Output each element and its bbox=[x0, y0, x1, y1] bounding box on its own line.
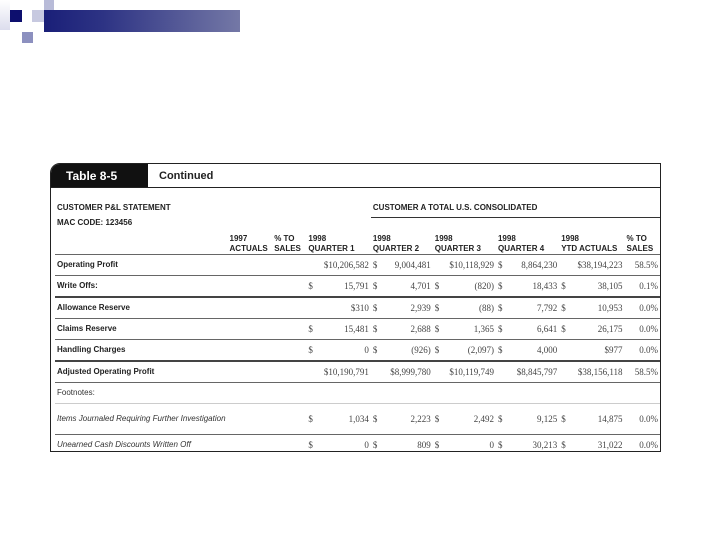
value-q4: 8,864,230 bbox=[521, 259, 558, 270]
value-q1: 15,791 bbox=[344, 280, 369, 291]
pct-cell bbox=[624, 434, 660, 452]
currency-sign: $ bbox=[561, 280, 566, 291]
value-q1: 0 bbox=[364, 344, 369, 355]
value-q4: 6,641 bbox=[536, 323, 558, 334]
column-header-line2: QUARTER 4 bbox=[497, 243, 545, 253]
column-header-line2: SALES bbox=[626, 243, 654, 253]
pct-cell bbox=[624, 339, 660, 361]
row-label-cell bbox=[55, 318, 228, 339]
money-cell bbox=[308, 303, 369, 313]
table-row bbox=[55, 361, 660, 383]
value-q4: 30,213 bbox=[532, 439, 558, 450]
value-q2 bbox=[371, 339, 433, 361]
value-q4: 18,433 bbox=[532, 280, 558, 291]
value-q3 bbox=[433, 339, 496, 361]
value-q1: $310 bbox=[350, 302, 369, 313]
money-cell bbox=[498, 414, 557, 424]
decor-square bbox=[44, 0, 54, 10]
money-cell bbox=[435, 281, 494, 291]
currency-sign: $ bbox=[434, 280, 440, 291]
pct-cell bbox=[624, 275, 660, 297]
value-q3: 0 bbox=[489, 439, 494, 450]
consolidated-title bbox=[371, 197, 660, 218]
money-cell bbox=[498, 367, 557, 377]
currency-sign: $ bbox=[372, 344, 378, 355]
actuals-1997 bbox=[228, 339, 273, 361]
pct-1997 bbox=[272, 339, 306, 361]
row-label-cell bbox=[55, 403, 228, 434]
currency-sign: $ bbox=[561, 302, 566, 313]
pct-to-sales: 0.1% bbox=[639, 280, 658, 291]
actuals-1997 bbox=[228, 403, 273, 434]
pct-cell bbox=[624, 297, 660, 319]
mac-code-cell bbox=[55, 218, 228, 255]
row-label: Unearned Cash Discounts Written Off bbox=[57, 439, 191, 449]
spacer bbox=[306, 197, 371, 218]
value-q2: 9,004,481 bbox=[394, 259, 431, 270]
value-ytd bbox=[559, 361, 624, 383]
statement-title-text: CUSTOMER P&L STATEMENT bbox=[57, 202, 171, 212]
money-cell bbox=[561, 414, 622, 424]
table-row bbox=[55, 403, 660, 434]
row-label: Allowance Reserve bbox=[57, 303, 130, 312]
value-q2: 4,701 bbox=[410, 280, 431, 291]
money-cell bbox=[373, 414, 431, 424]
table-row bbox=[55, 297, 660, 319]
value-q3: (2,097) bbox=[467, 344, 494, 355]
currency-sign: $ bbox=[561, 413, 566, 424]
footnotes-label: Footnotes: bbox=[57, 388, 95, 397]
column-header-line1: % TO bbox=[626, 233, 647, 243]
value-q1: 1,034 bbox=[348, 413, 369, 424]
money-cell bbox=[373, 260, 431, 270]
value-q4 bbox=[496, 361, 559, 383]
divider bbox=[51, 187, 660, 188]
value-q1 bbox=[306, 318, 371, 339]
row-label-cell bbox=[55, 434, 228, 452]
pct-to-sales: 0.0% bbox=[639, 344, 658, 355]
value-q1: $10,206,582 bbox=[323, 259, 369, 270]
table-continued-label: Continued bbox=[159, 170, 214, 182]
currency-sign: $ bbox=[434, 439, 440, 450]
currency-sign: $ bbox=[497, 323, 503, 334]
pct-1997 bbox=[272, 403, 306, 434]
value-q2: 809 bbox=[417, 439, 431, 450]
money-cell bbox=[498, 324, 557, 334]
value-ytd: $38,156,118 bbox=[577, 366, 623, 377]
column-header-line2: SALES bbox=[274, 243, 301, 253]
currency-sign: $ bbox=[434, 413, 440, 424]
currency-sign: $ bbox=[308, 439, 313, 450]
decor-square bbox=[22, 32, 33, 43]
column-header bbox=[306, 218, 371, 255]
money-cell bbox=[561, 440, 622, 450]
money-cell bbox=[498, 260, 557, 270]
value-q4: 7,792 bbox=[536, 302, 558, 313]
currency-sign: $ bbox=[497, 259, 503, 270]
money-cell bbox=[308, 281, 369, 291]
table-row bbox=[55, 339, 660, 361]
pct-to-sales: 0.0% bbox=[639, 302, 658, 313]
value-ytd: 10,953 bbox=[597, 302, 623, 313]
money-cell bbox=[561, 281, 622, 291]
value-ytd bbox=[559, 403, 624, 434]
money-cell bbox=[435, 440, 494, 450]
currency-sign: $ bbox=[497, 280, 503, 291]
column-header bbox=[433, 218, 496, 255]
money-cell bbox=[373, 281, 431, 291]
pct-to-sales: 0.0% bbox=[639, 439, 658, 450]
currency-sign: $ bbox=[434, 323, 440, 334]
currency-sign: $ bbox=[308, 344, 313, 355]
value-q1 bbox=[306, 275, 371, 297]
value-q3 bbox=[433, 403, 496, 434]
value-q2 bbox=[371, 254, 433, 275]
money-cell bbox=[435, 345, 494, 355]
statement-title bbox=[55, 197, 306, 218]
currency-sign: $ bbox=[372, 439, 378, 450]
value-ytd bbox=[559, 434, 624, 452]
table-row bbox=[55, 275, 660, 297]
value-ytd bbox=[559, 318, 624, 339]
value-q2 bbox=[371, 403, 433, 434]
value-ytd bbox=[559, 275, 624, 297]
column-header-line1: 1998 bbox=[497, 233, 516, 243]
currency-sign: $ bbox=[372, 259, 378, 270]
currency-sign: $ bbox=[308, 323, 313, 334]
column-header-line1: 1998 bbox=[308, 233, 327, 243]
money-cell bbox=[561, 367, 622, 377]
pct-cell bbox=[624, 403, 660, 434]
currency-sign: $ bbox=[372, 280, 378, 291]
value-q3 bbox=[433, 275, 496, 297]
value-q2: $8,999,780 bbox=[390, 366, 431, 377]
money-cell bbox=[498, 281, 557, 291]
column-header bbox=[559, 218, 624, 255]
actuals-1997 bbox=[228, 361, 273, 383]
row-label-cell bbox=[55, 254, 228, 275]
actuals-1997 bbox=[228, 297, 273, 319]
pct-to-sales: 58.5% bbox=[634, 366, 658, 377]
column-header-line1: 1998 bbox=[561, 233, 579, 243]
value-ytd: 26,175 bbox=[597, 323, 623, 334]
money-cell bbox=[498, 303, 557, 313]
currency-sign: $ bbox=[372, 323, 378, 334]
slide-header-bar bbox=[44, 10, 240, 32]
money-cell bbox=[308, 414, 369, 424]
row-label-cell bbox=[55, 361, 228, 383]
value-q1: $10,190,791 bbox=[323, 366, 369, 377]
row-label: Items Journaled Requiring Further Investigation bbox=[57, 413, 226, 423]
money-cell bbox=[561, 303, 622, 313]
currency-sign: $ bbox=[434, 302, 440, 313]
money-cell bbox=[435, 303, 494, 313]
column-header-line1: 1998 bbox=[434, 233, 453, 243]
pct-to-sales: 58.5% bbox=[634, 259, 658, 270]
money-cell bbox=[373, 440, 431, 450]
table-row bbox=[55, 254, 660, 275]
column-header-line1: % TO bbox=[274, 233, 295, 243]
value-q1 bbox=[306, 297, 371, 319]
column-header bbox=[624, 218, 660, 255]
value-ytd bbox=[559, 297, 624, 319]
pct-1997 bbox=[272, 254, 306, 275]
money-cell bbox=[435, 260, 494, 270]
row-label-cell bbox=[55, 275, 228, 297]
table-number-tab: Table 8-5 bbox=[51, 164, 148, 188]
pct-cell bbox=[624, 318, 660, 339]
money-cell bbox=[561, 260, 622, 270]
money-cell bbox=[561, 324, 622, 334]
decor-square bbox=[32, 10, 44, 22]
actuals-1997 bbox=[228, 254, 273, 275]
value-q1: 0 bbox=[364, 439, 369, 450]
decor-square bbox=[0, 0, 10, 30]
pl-table bbox=[55, 197, 660, 452]
currency-sign: $ bbox=[561, 439, 566, 450]
value-q1 bbox=[306, 254, 371, 275]
column-header-line2: QUARTER 2 bbox=[372, 243, 420, 253]
value-q1 bbox=[306, 403, 371, 434]
row-label-cell bbox=[55, 339, 228, 361]
money-cell bbox=[308, 440, 369, 450]
value-q4: $8,845,797 bbox=[516, 366, 558, 377]
money-cell bbox=[498, 440, 557, 450]
row-label: Handling Charges bbox=[57, 345, 126, 354]
footnotes-row bbox=[55, 382, 660, 403]
value-ytd: 14,875 bbox=[597, 413, 623, 424]
value-q2 bbox=[371, 297, 433, 319]
value-q1 bbox=[306, 361, 371, 383]
value-q4 bbox=[496, 318, 559, 339]
value-ytd bbox=[559, 339, 624, 361]
value-q2: 2,939 bbox=[410, 302, 431, 313]
column-header bbox=[496, 218, 559, 255]
row-label: Adjusted Operating Profit bbox=[57, 367, 155, 376]
money-cell bbox=[373, 324, 431, 334]
column-header-line1: 1998 bbox=[372, 233, 391, 243]
money-cell bbox=[435, 367, 494, 377]
column-header-line2: YTD ACTUALS bbox=[561, 243, 618, 253]
table-row bbox=[55, 318, 660, 339]
mac-code: MAC CODE: 123456 bbox=[57, 217, 133, 227]
value-ytd bbox=[559, 254, 624, 275]
money-cell bbox=[373, 303, 431, 313]
value-q3: 1,365 bbox=[473, 323, 494, 334]
value-q4: 4,000 bbox=[536, 344, 558, 355]
value-q2 bbox=[371, 318, 433, 339]
pct-to-sales: 0.0% bbox=[639, 413, 658, 424]
column-header bbox=[228, 218, 273, 255]
value-q4: 9,125 bbox=[536, 413, 558, 424]
value-ytd: $38,194,223 bbox=[577, 259, 623, 270]
column-header-line1: 1997 bbox=[229, 233, 248, 243]
row-label-cell bbox=[55, 297, 228, 319]
value-ytd: 31,022 bbox=[597, 439, 623, 450]
pct-1997 bbox=[272, 434, 306, 452]
column-header bbox=[371, 218, 433, 255]
pct-cell bbox=[624, 361, 660, 383]
table-row bbox=[55, 434, 660, 452]
actuals-1997 bbox=[228, 275, 273, 297]
money-cell bbox=[308, 345, 369, 355]
value-q1 bbox=[306, 434, 371, 452]
value-q2: 2,223 bbox=[410, 413, 431, 424]
value-q4 bbox=[496, 254, 559, 275]
consolidated-title-text: CUSTOMER A TOTAL U.S. CONSOLIDATED bbox=[372, 202, 538, 212]
money-cell bbox=[561, 345, 622, 355]
money-cell bbox=[435, 414, 494, 424]
money-cell bbox=[498, 345, 557, 355]
currency-sign: $ bbox=[497, 413, 503, 424]
value-q1 bbox=[306, 339, 371, 361]
value-q3 bbox=[433, 361, 496, 383]
currency-sign: $ bbox=[372, 302, 378, 313]
value-q4 bbox=[496, 434, 559, 452]
value-q2 bbox=[371, 275, 433, 297]
currency-sign: $ bbox=[372, 413, 378, 424]
value-q1: 15,481 bbox=[344, 323, 369, 334]
actuals-1997 bbox=[228, 318, 273, 339]
pct-cell bbox=[624, 254, 660, 275]
column-header-line2: ACTUALS bbox=[229, 243, 268, 253]
currency-sign: $ bbox=[308, 413, 313, 424]
value-q3 bbox=[433, 434, 496, 452]
pct-1997 bbox=[272, 318, 306, 339]
value-q4 bbox=[496, 403, 559, 434]
column-header-line2: QUARTER 3 bbox=[434, 243, 482, 253]
value-q3 bbox=[433, 297, 496, 319]
value-q3: (88) bbox=[478, 302, 494, 313]
table-frame bbox=[50, 163, 661, 452]
row-label: Claims Reserve bbox=[57, 324, 117, 333]
row-label: Operating Profit bbox=[57, 260, 118, 269]
money-cell bbox=[308, 324, 369, 334]
currency-sign: $ bbox=[308, 280, 313, 291]
decor-square bbox=[10, 10, 22, 22]
column-header-line2: QUARTER 1 bbox=[308, 243, 355, 253]
money-cell bbox=[435, 324, 494, 334]
currency-sign: $ bbox=[497, 302, 503, 313]
money-cell bbox=[308, 367, 369, 377]
value-q2: (926) bbox=[411, 344, 431, 355]
value-ytd: $977 bbox=[604, 344, 623, 355]
row-label: Write Offs: bbox=[57, 281, 98, 290]
value-q3: 2,492 bbox=[473, 413, 494, 424]
currency-sign: $ bbox=[561, 323, 566, 334]
value-q4 bbox=[496, 275, 559, 297]
money-cell bbox=[373, 345, 431, 355]
value-q2 bbox=[371, 434, 433, 452]
value-q3: $10,118,929 bbox=[449, 259, 494, 270]
value-q4 bbox=[496, 297, 559, 319]
value-q3 bbox=[433, 318, 496, 339]
pct-1997 bbox=[272, 297, 306, 319]
value-q3: (820) bbox=[474, 280, 494, 291]
value-q2 bbox=[371, 361, 433, 383]
currency-sign: $ bbox=[497, 439, 503, 450]
actuals-1997 bbox=[228, 434, 273, 452]
value-q4 bbox=[496, 339, 559, 361]
value-q3: $10,119,749 bbox=[449, 366, 494, 377]
column-header bbox=[272, 218, 306, 255]
money-cell bbox=[308, 260, 369, 270]
value-q3 bbox=[433, 254, 496, 275]
pct-1997 bbox=[272, 361, 306, 383]
value-q2: 2,688 bbox=[410, 323, 431, 334]
pct-1997 bbox=[272, 275, 306, 297]
money-cell bbox=[373, 367, 431, 377]
pct-to-sales: 0.0% bbox=[639, 323, 658, 334]
value-ytd: 38,105 bbox=[597, 280, 623, 291]
currency-sign: $ bbox=[434, 344, 440, 355]
currency-sign: $ bbox=[497, 344, 503, 355]
